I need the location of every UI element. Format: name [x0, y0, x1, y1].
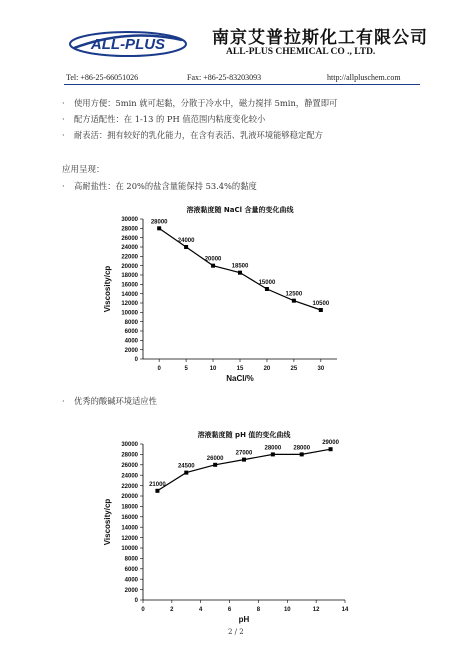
x-tick-label: 4 [199, 607, 203, 613]
data-label: 20000 [204, 256, 222, 263]
tel-number: Tel: +86-25-66051026 [66, 73, 139, 82]
x-tick-label: 15 [236, 366, 244, 372]
x-axis-label: NaCl/% [226, 374, 254, 383]
application-section-title: 应用呈现： [62, 165, 105, 175]
data-label: 26000 [206, 455, 224, 462]
x-tick-label: 2 [170, 607, 174, 613]
y-tick-label: 18000 [121, 273, 138, 280]
y-tick-label: 22000 [121, 483, 138, 490]
y-tick-label: 30000 [121, 217, 138, 224]
feature-bullet: · 耐表活：拥有较好的乳化能力，在含有表活、乳液环境能够稳定配方 [62, 130, 323, 140]
y-tick-label: 24000 [121, 473, 138, 480]
data-label: 29000 [322, 440, 339, 447]
x-tick-label: 10 [209, 366, 217, 372]
chart-title: 溶液黏度随 pH 值的变化曲线 [197, 431, 291, 439]
x-tick-label: 6 [227, 607, 232, 613]
x-tick-label: 14 [341, 607, 349, 613]
y-tick-label: 12000 [121, 301, 138, 308]
y-tick-label: 0 [134, 598, 138, 605]
chart-title: 溶液黏度随 NaCl 含量的变化曲线 [186, 206, 294, 214]
y-tick-label: 2000 [124, 347, 138, 354]
x-tick-label: 0 [157, 366, 161, 372]
x-tick-label: 5 [184, 366, 188, 372]
x-tick-label: 10 [283, 607, 291, 613]
feature-bullet: · 配方适配性：在 1-13 的 PH 值范围内粘度变化较小 [62, 114, 266, 124]
x-tick-label: 25 [290, 366, 298, 372]
y-tick-label: 8000 [124, 556, 138, 563]
data-label: 27000 [235, 450, 253, 457]
y-tick-label: 6000 [124, 329, 138, 336]
company-name-cn: 南京艾普拉斯化工有限公司 [212, 28, 428, 48]
application-bullet: · 优秀的酸碱环境适应性 [62, 396, 157, 406]
data-label: 24000 [177, 238, 195, 244]
y-tick-label: 10000 [121, 546, 138, 553]
data-point [242, 458, 246, 462]
y-tick-label: 14000 [121, 525, 138, 532]
y-tick-label: 28000 [121, 452, 138, 459]
data-label: 12500 [285, 291, 303, 298]
data-label: 18500 [231, 263, 249, 270]
x-tick-label: 20 [263, 366, 271, 372]
y-tick-label: 20000 [121, 263, 138, 270]
x-tick-label: 0 [141, 607, 145, 613]
x-tick-label: 30 [317, 366, 325, 372]
y-tick-label: 4000 [124, 577, 138, 584]
y-tick-label: 0 [134, 357, 138, 364]
application-bullet: · 高耐盐性：在 20%的盐含量能保持 53.4%的黏度 [62, 181, 257, 191]
data-point [329, 447, 333, 451]
data-label: 24500 [177, 463, 195, 470]
y-tick-label: 26000 [121, 235, 138, 242]
data-point [213, 463, 217, 467]
x-axis-label: pH [238, 615, 250, 624]
fax-number: Fax: +86-25-83203093 [187, 73, 262, 82]
data-label: 15000 [258, 280, 276, 286]
x-tick-label: 12 [312, 607, 320, 613]
y-axis-label: Viscosity/cp [103, 498, 112, 546]
y-tick-label: 22000 [121, 254, 138, 261]
y-tick-label: 24000 [121, 245, 138, 252]
y-tick-label: 26000 [121, 463, 138, 469]
y-tick-label: 4000 [124, 338, 138, 345]
data-label: 21000 [149, 481, 166, 488]
y-tick-label: 12000 [121, 535, 138, 542]
data-label: 28000 [264, 445, 282, 452]
y-tick-label: 10000 [121, 310, 138, 317]
y-axis-label: Viscosity/cp [103, 265, 112, 313]
y-tick-label: 30000 [121, 442, 138, 449]
data-label: 28000 [150, 219, 168, 226]
data-point [155, 489, 159, 493]
data-point [271, 452, 275, 456]
y-tick-label: 28000 [121, 226, 138, 233]
feature-bullet: · 使用方便：5min 就可起黏，分散于冷水中，磁力搅拌 5min，静置即可 [62, 98, 338, 108]
data-point [184, 471, 188, 475]
page-number: 2 / 2 [228, 628, 244, 636]
x-tick-label: 8 [256, 607, 261, 613]
y-tick-label: 2000 [124, 587, 138, 594]
y-tick-label: 8000 [124, 319, 138, 326]
data-label: 10500 [312, 301, 330, 307]
y-tick-label: 14000 [121, 291, 138, 298]
logo-text: ALL-PLUS [90, 36, 166, 53]
y-tick-label: 20000 [121, 494, 138, 501]
y-tick-label: 16000 [121, 282, 138, 289]
y-tick-label: 18000 [121, 504, 138, 511]
company-name-en: ALL-PLUS CHEMICAL CO ., LTD. [226, 47, 376, 57]
website-url: http://allpluschem.com [327, 73, 401, 82]
y-tick-label: 16000 [121, 515, 138, 521]
y-tick-label: 6000 [124, 567, 138, 573]
data-label: 28000 [293, 445, 311, 452]
data-point [300, 452, 304, 456]
